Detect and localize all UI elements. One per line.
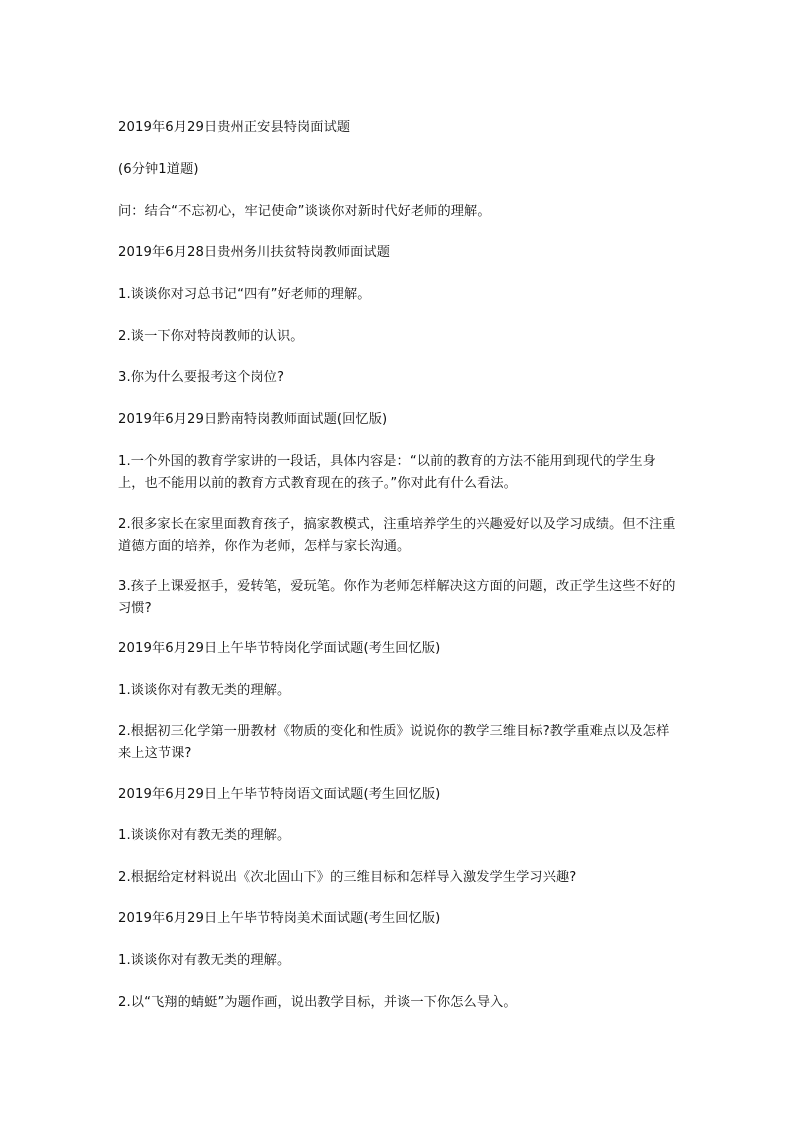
list-item: 1.谈谈你对习总书记“四有”好老师的理解。 xyxy=(118,287,371,302)
section-heading-bijie-chemistry: 2019年6月29日上午毕节特岗化学面试题(考生回忆版) xyxy=(118,641,441,656)
list-item: 3.你为什么要报考这个岗位? xyxy=(118,370,285,385)
list-item: 3.孩子上课爱抠手，爱转笔，爱玩笔。你作为老师怎样解决这方面的问题，改正学生这些不好的习惯? xyxy=(118,579,676,616)
list-item: 1.一个外国的教育学家讲的一段话，具体内容是：“以前的教育的方法不能用到现代的学生身上，也不能用以前的教育方式教育现在的孩子。”你对此有什么看法。 xyxy=(118,454,656,491)
section-heading-bijie-art: 2019年6月29日上午毕节特岗美术面试题(考生回忆版) xyxy=(118,911,441,926)
section-heading-zhengan: 2019年6月29日贵州正安县特岗面试题 xyxy=(118,120,351,135)
list-item: 2.根据给定材料说出《次北固山下》的三维目标和怎样导入激发学生学习兴趣? xyxy=(118,870,577,885)
list-item: 2.以“飞翔的蜻蜓”为题作画，说出教学目标，并谈一下你怎么导入。 xyxy=(118,995,517,1010)
list-item: 2.根据初三化学第一册教材《物质的变化和性质》说说你的教学三维目标?教学重难点以及怎样来上这节课? xyxy=(118,724,670,761)
paragraph-time-note: (6分钟1道题) xyxy=(118,162,199,177)
paragraph-question: 问：结合“不忘初心，牢记使命”谈谈你对新时代好老师的理解。 xyxy=(118,204,491,219)
list-item: 1.谈谈你对有教无类的理解。 xyxy=(118,683,291,698)
section-heading-wuchuan: 2019年6月28日贵州务川扶贫特岗教师面试题 xyxy=(118,245,391,260)
section-heading-qiannan: 2019年6月29日黔南特岗教师面试题(回忆版) xyxy=(118,412,388,427)
section-heading-bijie-chinese: 2019年6月29日上午毕节特岗语文面试题(考生回忆版) xyxy=(118,787,441,802)
list-item: 2.谈一下你对特岗教师的认识。 xyxy=(118,329,304,344)
list-item: 1.谈谈你对有教无类的理解。 xyxy=(118,953,291,968)
list-item: 1.谈谈你对有教无类的理解。 xyxy=(118,828,291,843)
list-item: 2.很多家长在家里面教育孩子，搞家教模式，注重培养学生的兴趣爱好以及学习成绩。但不注重道德方面的培养，你作为老师，怎样与家长沟通。 xyxy=(118,517,676,554)
